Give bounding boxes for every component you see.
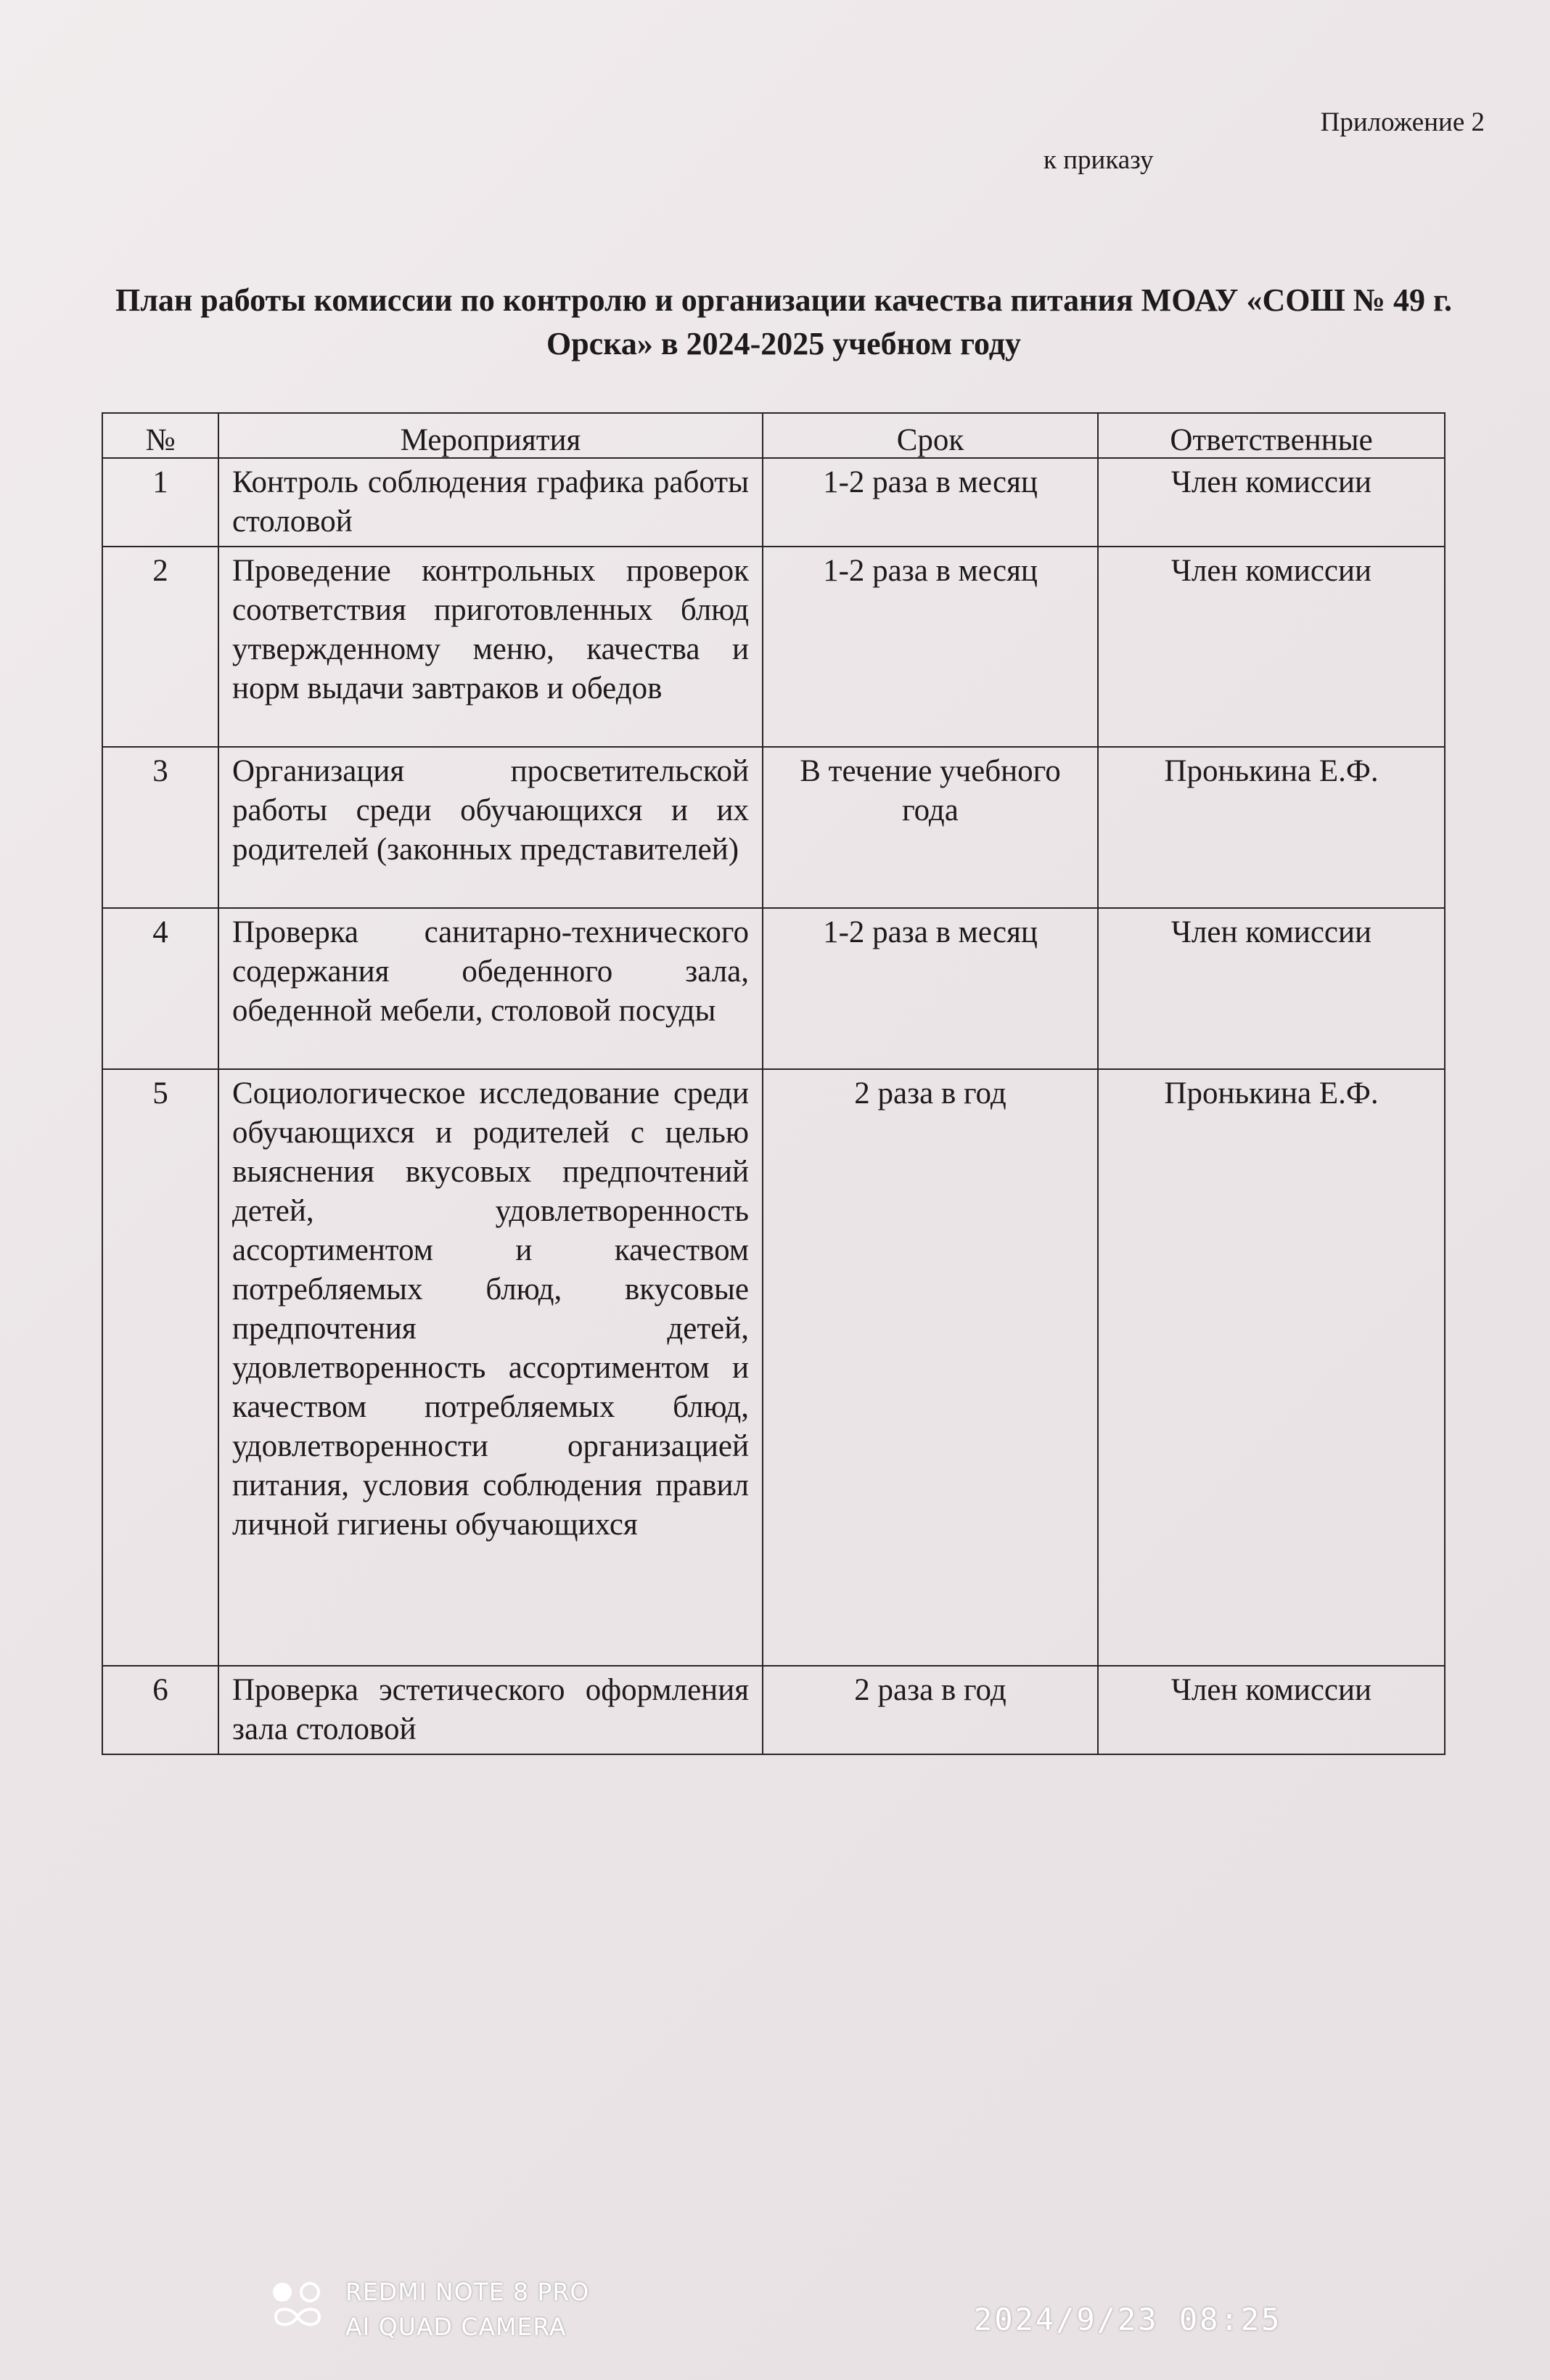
table-row <box>102 1666 1445 1754</box>
table-row <box>102 1069 1445 1666</box>
row-number: 1 <box>102 458 218 547</box>
document-title: План работы комиссии по контролю и организации качества питания МОАУ «СОШ № 49 г. Орска» в 2024-2025 учебном году <box>115 282 1452 361</box>
row-event: Контроль соблюдения графика работы столовой <box>218 458 763 547</box>
header-events: Мероприятия <box>218 413 763 458</box>
table-row <box>102 547 1445 747</box>
row-event: Проверка санитарно-технического содержания обеденного зала, обеденной мебели, столовой посуды <box>218 908 763 1069</box>
row-term: 2 раза в год <box>763 1666 1098 1754</box>
row-event: Проверка эстетического оформления зала столовой <box>218 1666 763 1754</box>
row-responsible: Пронькина Е.Ф. <box>1098 1069 1445 1666</box>
table-row <box>102 908 1445 1069</box>
row-number: 5 <box>102 1069 218 1666</box>
header-responsible: Ответственные <box>1098 413 1445 458</box>
work-plan-table <box>102 412 1446 1755</box>
row-number: 3 <box>102 747 218 908</box>
row-responsible: Пронькина Е.Ф. <box>1098 747 1445 908</box>
row-term: В течение учебного года <box>763 747 1098 908</box>
camera-model: REDMI NOTE 8 PRO <box>345 2278 590 2306</box>
row-responsible: Член комиссии <box>1098 547 1445 747</box>
row-term: 1-2 раза в месяц <box>763 458 1098 547</box>
camera-brand-icon <box>270 2278 325 2333</box>
row-term: 2 раза в год <box>763 1069 1098 1666</box>
header-term: Срок <box>763 413 1098 458</box>
row-responsible: Член комиссии <box>1098 458 1445 547</box>
row-number: 6 <box>102 1666 218 1754</box>
row-term: 1-2 раза в месяц <box>763 547 1098 747</box>
appendix-label: Приложение 2 <box>1320 107 1485 137</box>
order-reference: к приказу <box>1043 145 1154 175</box>
table-row <box>102 458 1445 547</box>
row-number: 4 <box>102 908 218 1069</box>
header-number: № <box>102 413 218 458</box>
table-header-row <box>102 413 1445 458</box>
row-responsible: Член комиссии <box>1098 908 1445 1069</box>
row-number: 2 <box>102 547 218 747</box>
row-event: Проведение контрольных проверок соответствия приготовленных блюд утвержденному меню, качества и норм выдачи завтраков и обедов <box>218 547 763 747</box>
camera-type: AI QUAD CAMERA <box>345 2312 567 2341</box>
row-event: Социологическое исследование среди обучающихся и родителей с целью выяснения вкусовых предпочтений детей, удовлетворенность ассортиментом и качеством потребляемых блюд, вкусовые предпочтения детей, удовлетворенность ассортиментом и качеством потребляемых блюд, удовлетворенности организацией питания, условия соблюдения правил личной гигиены обучающихся <box>218 1069 763 1666</box>
row-term: 1-2 раза в месяц <box>763 908 1098 1069</box>
row-responsible: Член комиссии <box>1098 1666 1445 1754</box>
camera-watermark-text <box>345 2275 589 2344</box>
row-event: Организация просветительской работы среди обучающихся и их родителей (законных представителей) <box>218 747 763 908</box>
camera-timestamp: 2024/9/23 08:25 <box>974 2302 1282 2337</box>
table-row <box>102 747 1445 908</box>
